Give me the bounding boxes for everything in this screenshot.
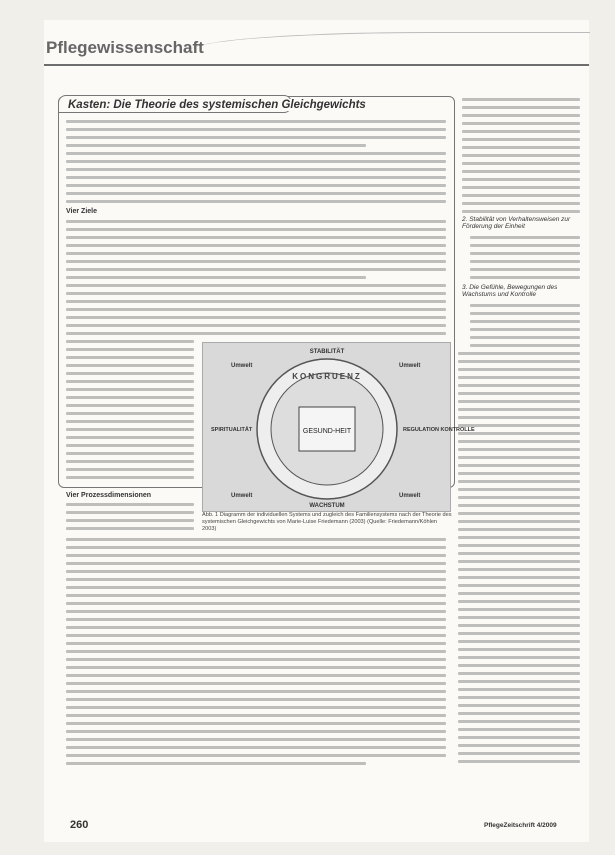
list-item-3: 3. Die Gefühle, Bewegungen des Wachstums und Kontrolle	[462, 284, 558, 298]
label-growth: WACHSTUM	[309, 503, 345, 509]
journal-footer: PflegeZeitschrift 4/2009	[484, 822, 557, 829]
info-box-title: Kasten: Die Theorie des systemischen Gleichgewichts	[64, 99, 370, 111]
label-umwelt-bl: Umwelt	[231, 493, 253, 499]
label-umwelt-tl: Umwelt	[231, 363, 253, 369]
center-label: GESUND-HEIT	[302, 428, 352, 435]
diagram-svg	[203, 343, 475, 511]
label-spirituality: SPIRITUALITÄT	[211, 427, 253, 433]
label-umwelt-tr: Umwelt	[399, 363, 421, 369]
label-umwelt-br: Umwelt	[399, 493, 421, 499]
label-regulation: REGULATION KONTROLLE	[403, 427, 475, 433]
label-stability: STABILITÄT	[309, 349, 345, 355]
subheading-ziele: Vier Ziele	[66, 208, 98, 215]
label-kongruenz: KONGRUENZ	[292, 372, 362, 381]
system-diagram	[202, 342, 475, 512]
list-item-2: 2. Stabilität von Verhaltensweisen zur Förderung der Einheit	[462, 216, 571, 230]
section-title: Pflegewissenschaft	[46, 38, 204, 57]
figure-caption: Abb. 1 Diagramm der individuellen Systems und zugleich des Familiensystems nach der Theorie des systemischen Gleichgewichts von Marie-Luise Friedemann (2003) (Quelle: Friedemann/Köhlen 2003)	[202, 512, 452, 532]
page-number: 260	[70, 819, 89, 831]
subheading-prozess: Vier Prozessdimensionen	[66, 492, 152, 499]
